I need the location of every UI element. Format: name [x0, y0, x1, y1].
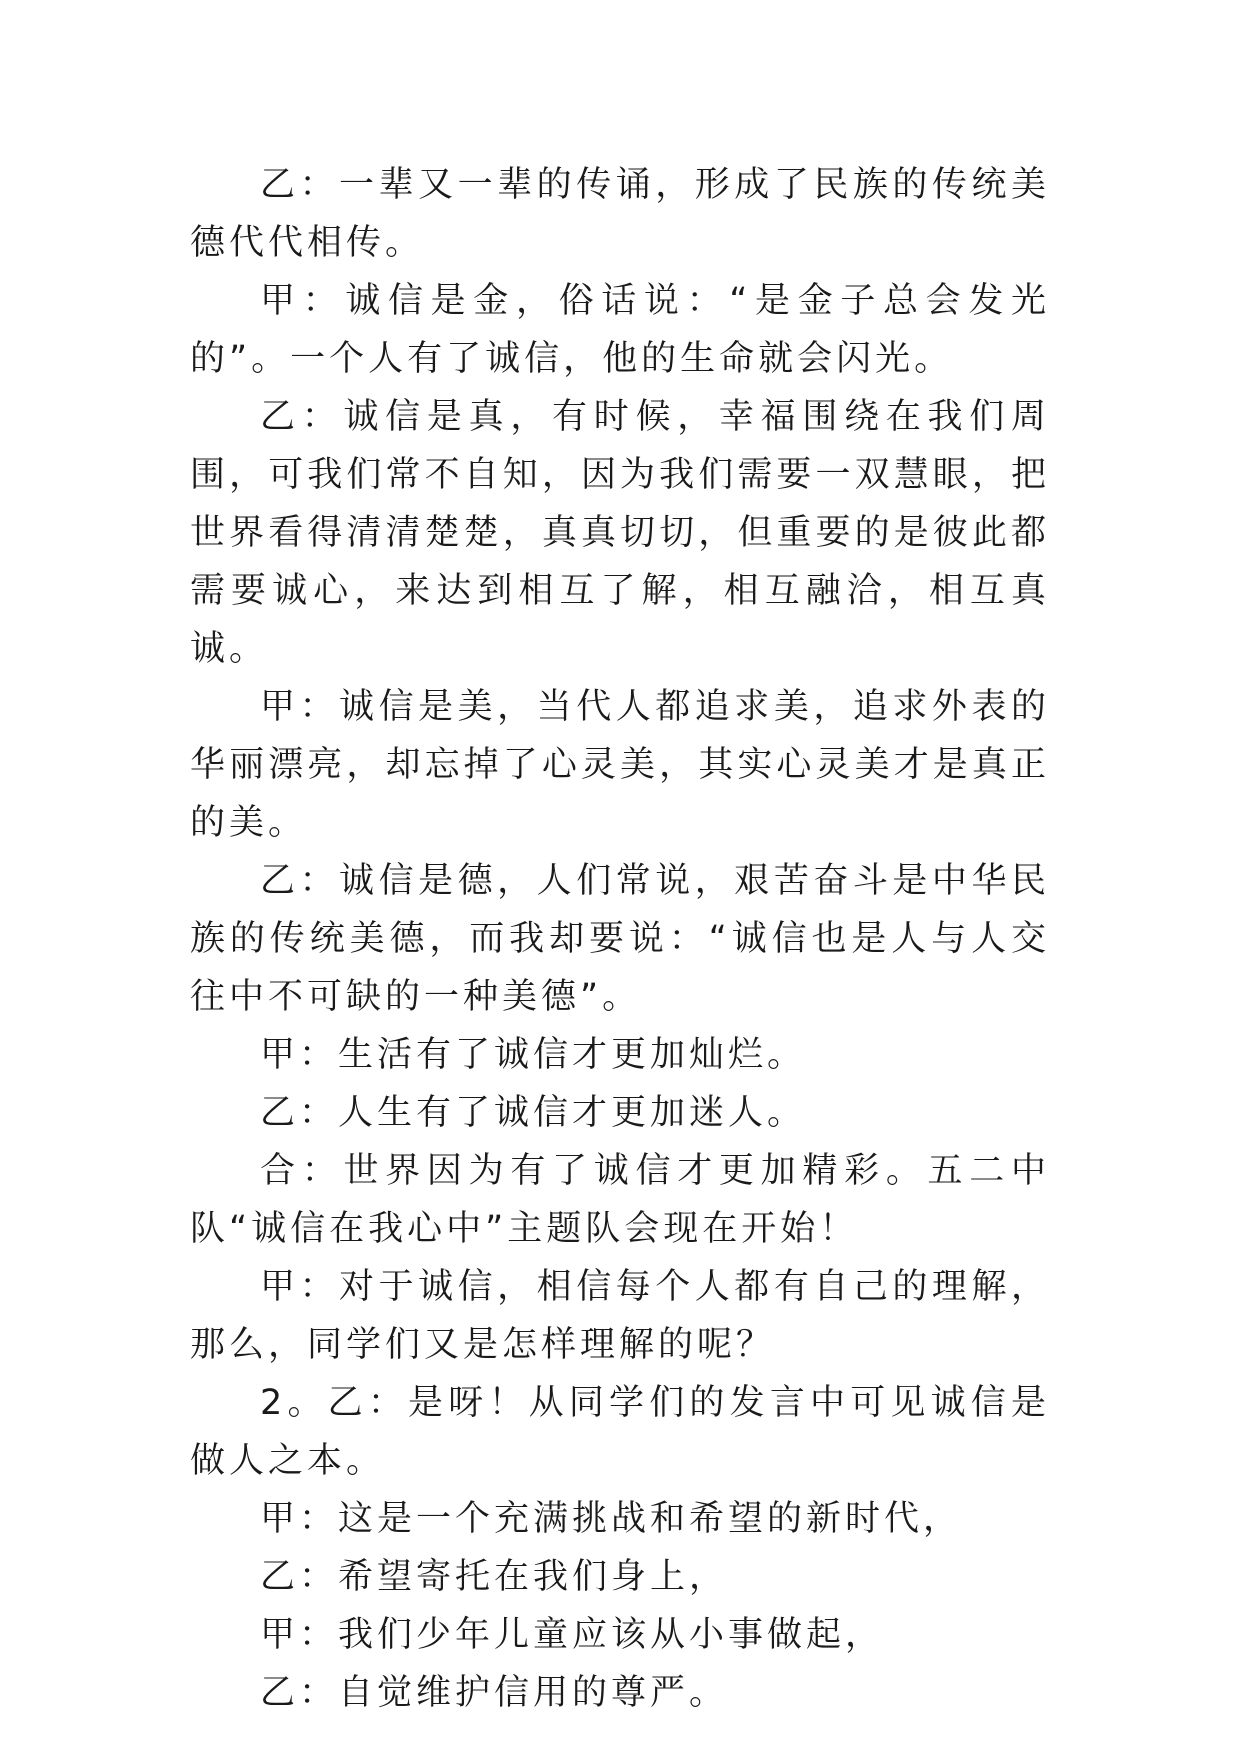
- paragraph: 合：世界因为有了诚信才更加精彩。五二中队“诚信在我心中”主题队会现在开始！: [190, 1151, 1050, 1249]
- paragraph: 甲：这是一个充满挑战和希望的新时代，: [260, 1499, 963, 1539]
- paragraph: 甲：诚信是美，当代人都追求美，追求外表的华丽漂亮，却忘掉了心灵美，其实心灵美才是真正的美。: [190, 687, 1050, 843]
- document-body: [190, 156, 1050, 1722]
- paragraph: 甲：诚信是金，俗话说：“是金子总会发光的”。一个人有了诚信，他的生命就会闪光。: [190, 281, 1050, 379]
- paragraph: 乙：一辈又一辈的传诵，形成了民族的传统美德代代相传。: [190, 165, 1050, 263]
- paragraph: 乙：诚信是真，有时候，幸福围绕在我们周围，可我们常不自知，因为我们需要一双慧眼，把世界看得清清楚楚，真真切切，但重要的是彼此都需要诚心，来达到相互了解，相互融洽，相互真诚。: [190, 397, 1050, 669]
- paragraph: 乙：诚信是德，人们常说，艰苦奋斗是中华民族的传统美德，而我却要说：“诚信也是人与人交往中不可缺的一种美德”。: [190, 861, 1050, 1017]
- paragraph: 甲：我们少年儿童应该从小事做起，: [260, 1615, 885, 1655]
- paragraph: 2。乙：是呀！从同学们的发言中可见诚信是做人之本。: [190, 1383, 1050, 1481]
- paragraph: 乙：人生有了诚信才更加迷人。: [260, 1093, 807, 1133]
- paragraph: 乙：希望寄托在我们身上，: [260, 1557, 729, 1597]
- paragraph: 甲：对于诚信，相信每个人都有自己的理解，那么，同学们又是怎样理解的呢？: [190, 1267, 1050, 1365]
- paragraph: 甲：生活有了诚信才更加灿烂。: [260, 1035, 807, 1075]
- paragraph: 乙：自觉维护信用的尊严。: [260, 1673, 729, 1713]
